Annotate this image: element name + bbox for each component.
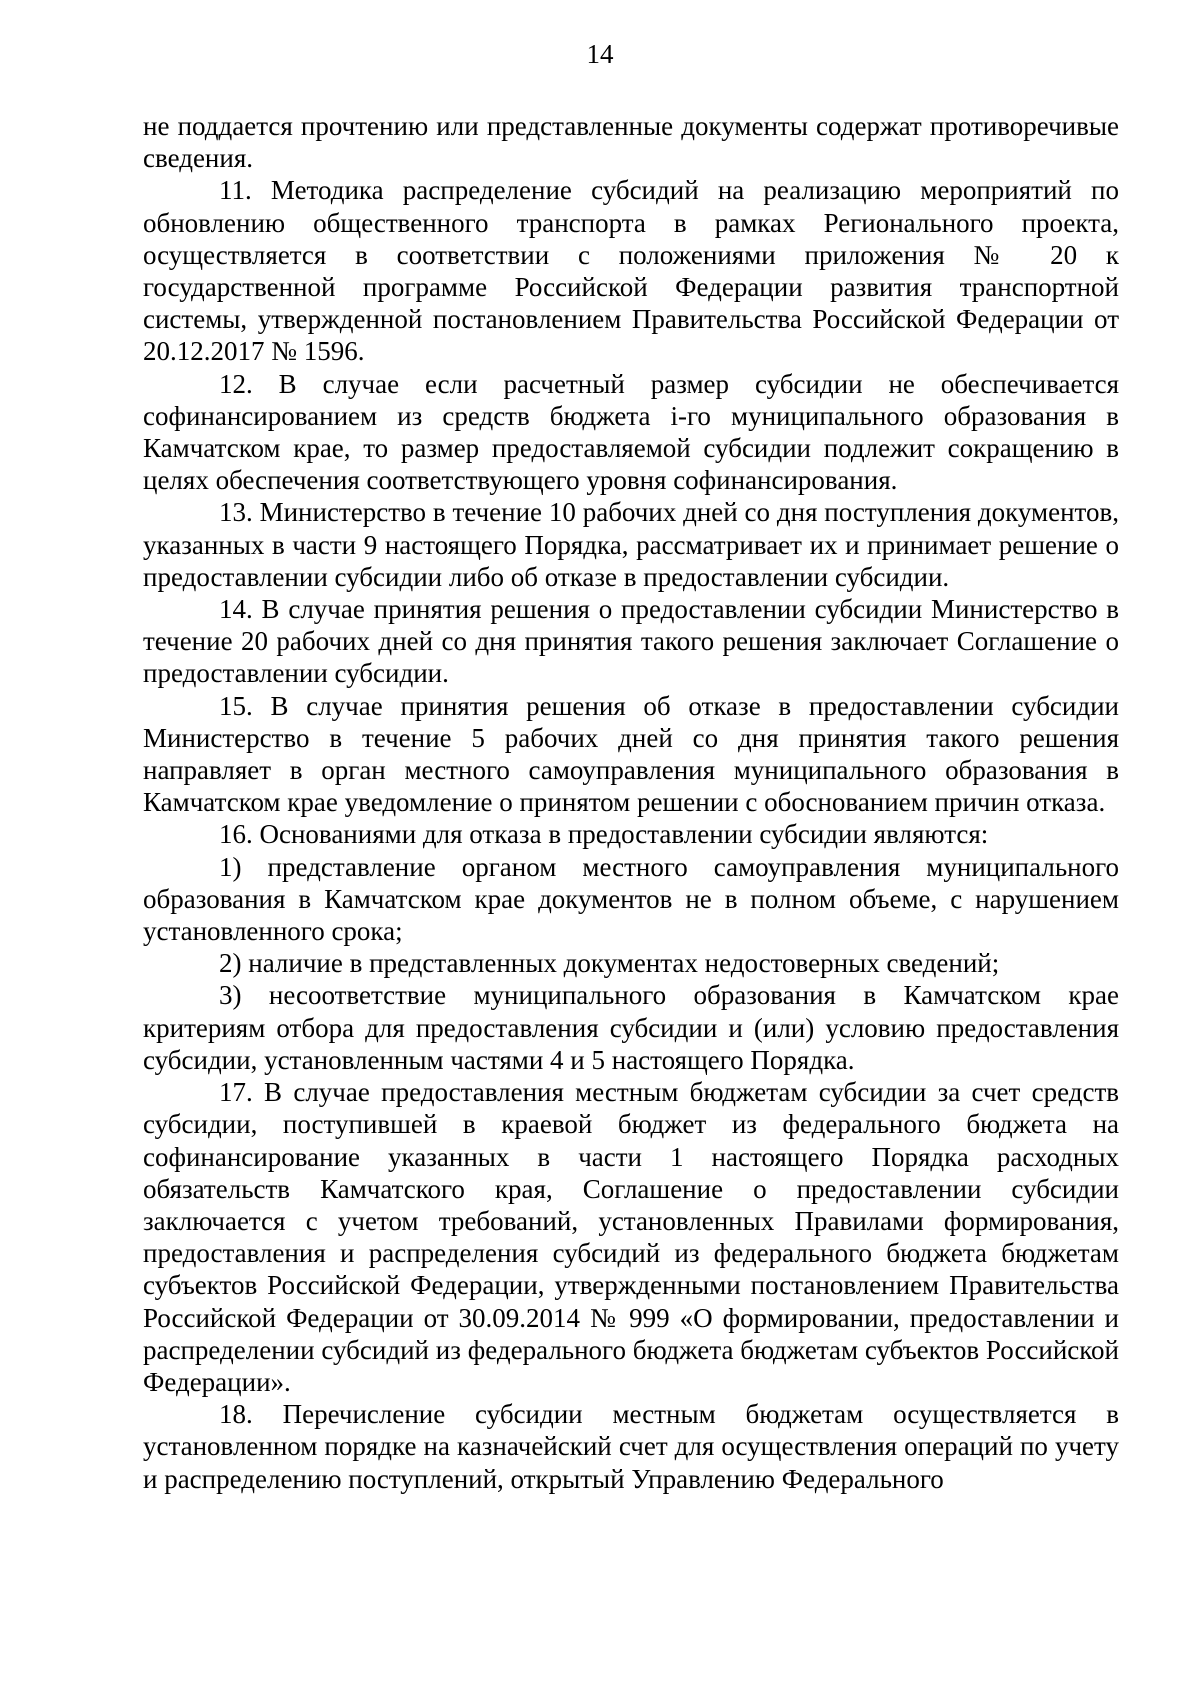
paragraph-14: 14. В случае принятия решения о предоставлении субсидии Министерство в течение 20 рабочих дней со дня принятия такого решения заключает Соглашение о предоставлении субсидии. [143, 594, 1119, 689]
paragraph-15: 15. В случае принятия решения об отказе в предоставлении субсидии Министерство в течение 5 рабочих дней со дня принятия такого решения направляет в орган местного самоуправления муниципального образования в Камчатском крае уведомление о принятом решении с обоснованием причин отказа. [143, 690, 1119, 818]
paragraph-16: 16. Основаниями для отказа в предоставлении субсидии являются: [219, 819, 989, 850]
paragraph-17: 17. В случае предоставления местным бюджетам субсидии за счет средств субсидии, поступившей в краевой бюджет из федерального бюджета на софинансирование указанных в части 1 настоящего Порядка расходных обязательств Камчатского края, Соглашение о предоставлении субсидии заключается с учетом требований, установленных Правилами формирования, предоставления и распределения субсидий из федерального бюджета бюджетам субъектов Российской Федерации, утвержденными постановлением Правительства Российской Федерации от 30.09.2014 № 999 «О формировании, предоставлении и распределении субсидий из федерального бюджета бюджетам субъектов Российской Федерации». [143, 1077, 1119, 1397]
list-item-2: 2) наличие в представленных документах недостоверных сведений; [219, 948, 1000, 979]
paragraph-12: 12. В случае если расчетный размер субсидии не обеспечивается софинансированием из средств бюджета i-го муниципального образования в Камчатском крае, то размер предоставляемой субсидии подлежит сокращению в целях обеспечения соответствующего уровня софинансирования. [143, 368, 1119, 496]
document-body [143, 110, 1119, 1495]
paragraph-18: 18. Перечисление субсидии местным бюджетам осуществляется в установленном порядке на казначейский счет для осуществления операций по учету и распределению поступлений, открытый Управлению Федерального [143, 1399, 1119, 1494]
list-item-1: 1) представление органом местного самоуправления муниципального образования в Камчатском крае документов не в полном объеме, с нарушением установленного срока; [143, 851, 1119, 947]
paragraph-continuation: не поддается прочтению или представленные документы содержат противоречивые сведения. [143, 111, 1119, 174]
page-number: 14 [586, 39, 614, 69]
list-item-3: 3) несоответствие муниципального образования в Камчатском крае критериям отбора для предоставления субсидии и (или) условию предоставления субсидии, установленным частями 4 и 5 настоящего Порядка. [143, 980, 1119, 1075]
paragraph-13: 13. Министерство в течение 10 рабочих дней со дня поступления документов, указанных в части 9 настоящего Порядка, рассматривает их и принимает решение о предоставлении субсидии либо об отказе в предоставлении субсидии. [143, 497, 1119, 592]
paragraph-11: 11. Методика распределение субсидий на реализацию мероприятий по обновлению общественного транспорта в рамках Регионального проекта, осуществляется в соответствии с положениями приложения № 20 к государственной программе Российской Федерации развития транспортной системы, утвержденной постановлением Правительства Российской Федерации от 20.12.2017 № 1596. [143, 175, 1119, 367]
